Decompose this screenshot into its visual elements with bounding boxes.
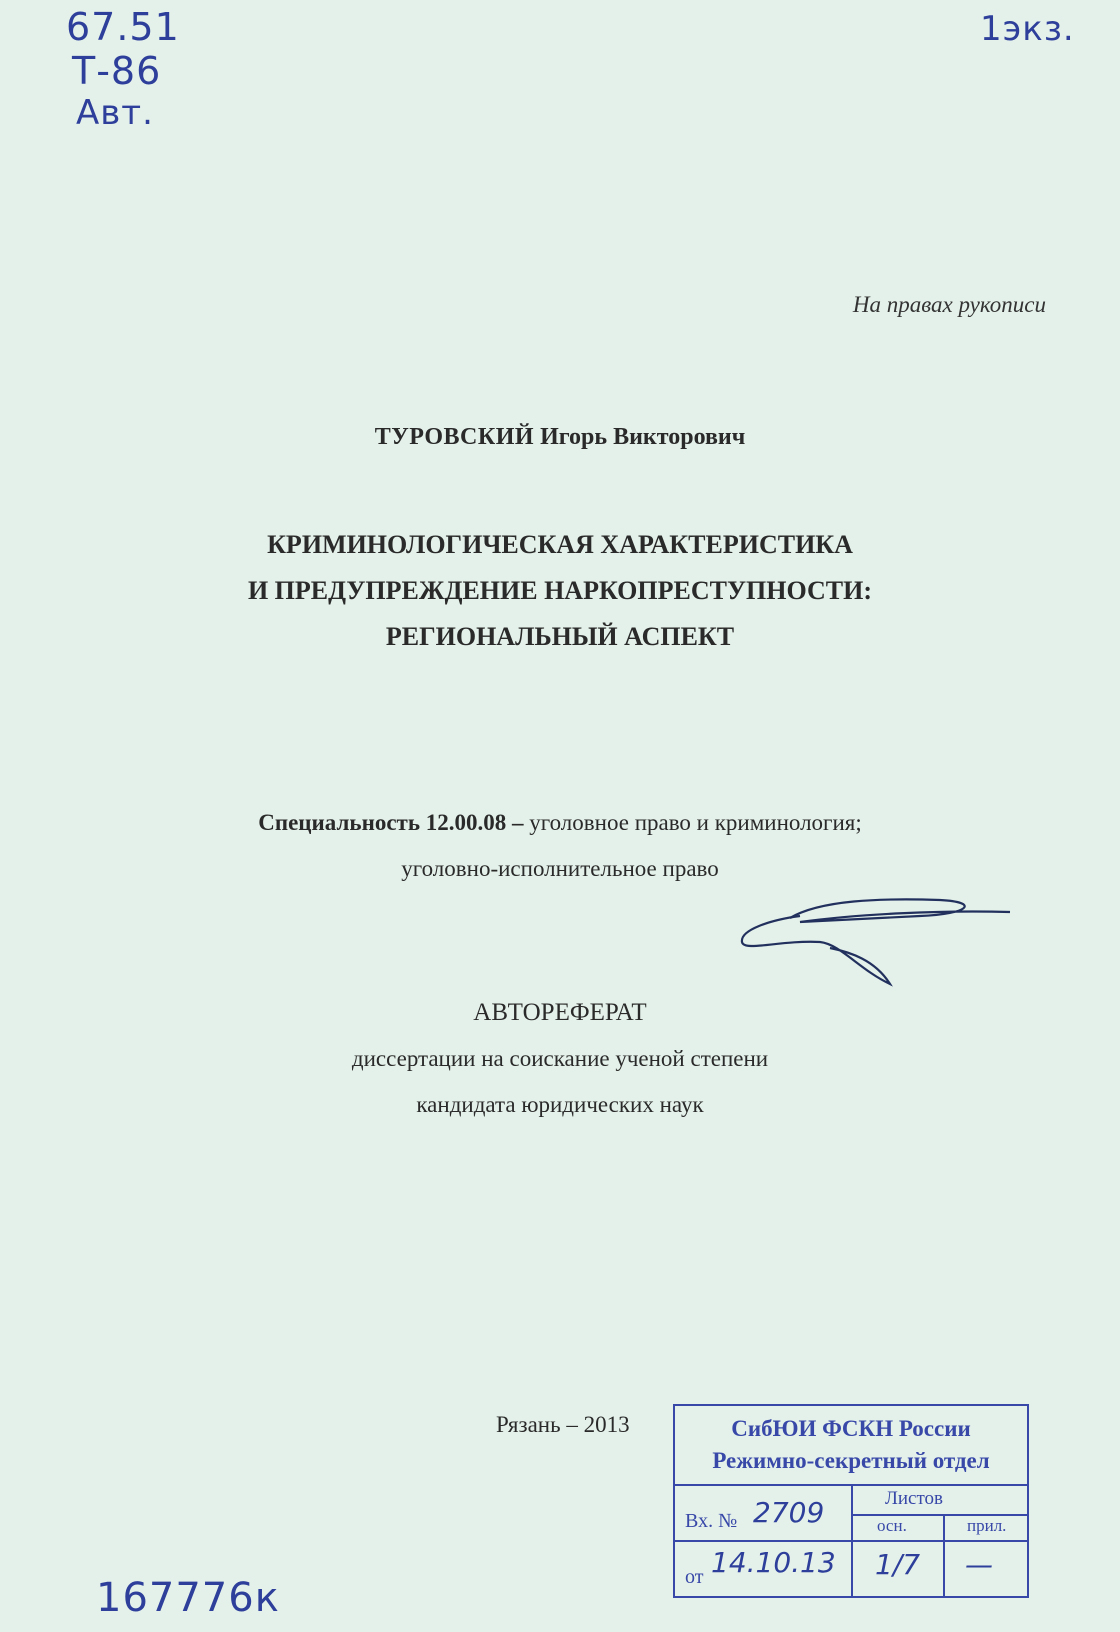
specialty-line-1 bbox=[0, 800, 1120, 846]
dissertation-title bbox=[0, 522, 1120, 660]
specialty-block bbox=[0, 800, 1120, 892]
author-signature bbox=[740, 880, 1020, 1000]
handwritten-type-mark: Авт. bbox=[76, 93, 154, 133]
title-line: КРИМИНОЛОГИЧЕСКАЯ ХАРАКТЕРИСТИКА bbox=[267, 530, 853, 559]
stamp-in-number: 2709 bbox=[753, 1496, 825, 1529]
stamp-main-label: осн. bbox=[877, 1516, 907, 1535]
abstract-block bbox=[0, 990, 1120, 1128]
handwritten-classification-code: 67.51 bbox=[66, 5, 180, 49]
city-year: Рязань – 2013 bbox=[496, 1412, 630, 1437]
manuscript-rights-note: На правах рукописи bbox=[852, 292, 1046, 317]
abstract-heading: АВТОРЕФЕРАТ bbox=[473, 999, 647, 1026]
stamp-appendix-count: — bbox=[965, 1548, 993, 1581]
stamp-sheets-label: Листов bbox=[885, 1488, 944, 1509]
handwritten-author-mark: Т-86 bbox=[72, 49, 162, 93]
registry-stamp bbox=[673, 1404, 1029, 1598]
handwritten-inventory-number: 167776к bbox=[96, 1575, 280, 1621]
stamp-in-label: Вх. № bbox=[685, 1510, 738, 1532]
handwritten-copies-note: 1экз. bbox=[980, 9, 1075, 49]
author-line bbox=[0, 424, 1120, 451]
stamp-main-count: 1/7 bbox=[875, 1548, 921, 1581]
specialty-label: Специальность 12.00.08 – bbox=[258, 810, 524, 835]
specialty-line-2: уголовно-исполнительное право bbox=[401, 856, 719, 881]
abstract-line-2: кандидата юридических наук bbox=[416, 1092, 704, 1117]
author-surname: ТУРОВСКИЙ bbox=[374, 424, 535, 450]
stamp-appendix-label: прил. bbox=[967, 1516, 1007, 1535]
author-names: Игорь Викторович bbox=[540, 424, 746, 450]
abstract-line-1: диссертации на соискание ученой степени bbox=[351, 1046, 769, 1071]
stamp-from-label: от bbox=[685, 1566, 704, 1588]
stamp-divider bbox=[943, 1514, 945, 1596]
stamp-department: Режимно-секретный отдел bbox=[712, 1448, 990, 1473]
stamp-divider bbox=[675, 1540, 1027, 1542]
title-line: И ПРЕДУПРЕЖДЕНИЕ НАРКОПРЕСТУПНОСТИ: bbox=[247, 576, 873, 605]
title-line: РЕГИОНАЛЬНЫЙ АСПЕКТ bbox=[385, 622, 735, 651]
specialty-field: уголовное право и криминология; bbox=[523, 810, 862, 835]
stamp-organization: СибЮИ ФСКН России bbox=[731, 1416, 971, 1441]
stamp-date: 14.10.13 bbox=[711, 1546, 836, 1579]
